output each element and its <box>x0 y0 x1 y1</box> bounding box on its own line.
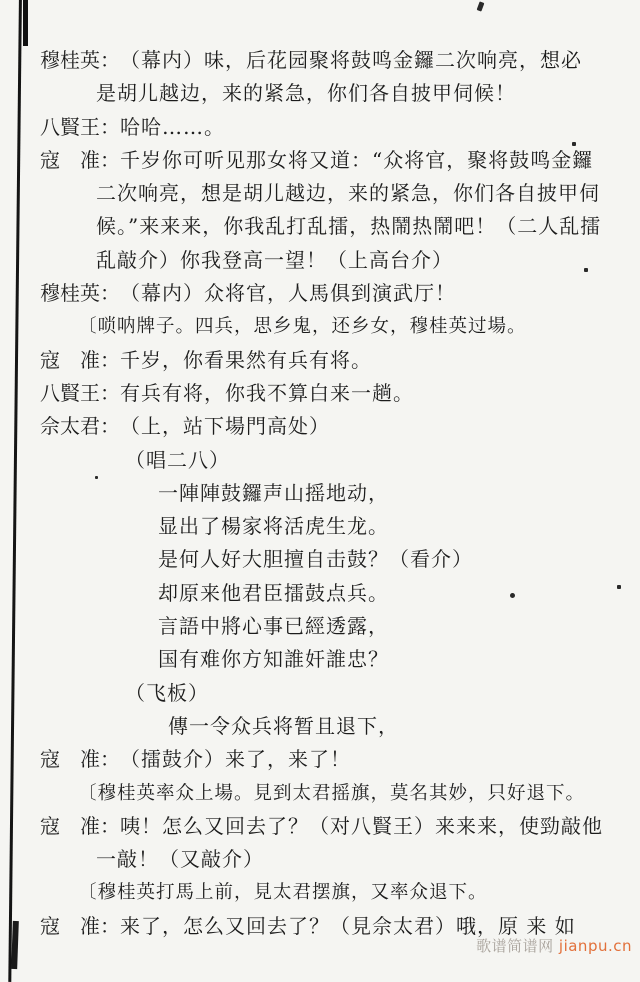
line-text: 二次响亮，想是胡儿越边，来的紧急，你们各自披甲伺 <box>96 181 600 206</box>
script-text-block <box>0 44 640 943</box>
speaker-name: 佘太君： <box>40 414 120 439</box>
line-text: 有兵有将，你我不算白来一趟。 <box>120 380 414 405</box>
left-binding-edge-top <box>23 0 28 46</box>
script-line <box>0 743 640 776</box>
speaker-name: 寇 准： <box>40 913 120 938</box>
speaker-name: 寇 准： <box>40 147 120 172</box>
line-text: （上，站下場門高处） <box>120 414 330 439</box>
script-line <box>0 210 640 243</box>
speaker-name: 八賢王： <box>40 114 120 139</box>
script-line <box>0 310 640 343</box>
line-text: 千岁，你看果然有兵有将。 <box>120 347 372 372</box>
script-line <box>0 610 640 643</box>
line-text: 乱敲介）你我登高一望！（上高台介） <box>96 247 453 272</box>
line-text: 一敲！（又敲介） <box>96 847 264 872</box>
line-text: 国有难你方知誰奸誰忠？ <box>158 647 389 672</box>
script-line <box>0 777 640 810</box>
script-line <box>0 876 640 909</box>
script-line <box>0 543 640 576</box>
line-text: 咦！怎么又回去了？（对八賢王）来来来，使勁敲他 <box>120 813 603 838</box>
script-line <box>0 410 640 443</box>
line-text: 哈哈……。 <box>120 114 225 139</box>
ink-speck <box>477 1 485 11</box>
script-line <box>0 344 640 377</box>
script-line <box>0 177 640 210</box>
script-line <box>0 510 640 543</box>
line-text: 〔穆桂英率众上場。見到太君摇旗，莫名其妙，只好退下。 <box>78 782 586 804</box>
line-text: （幕内）众将官，人馬俱到演武厅！ <box>120 281 456 306</box>
script-line <box>0 77 640 110</box>
line-text: 言語中將心事已經透露， <box>158 614 389 639</box>
speaker-name: 八賢王： <box>40 380 120 405</box>
script-line <box>0 677 640 710</box>
line-text: 候。”来来来，你我乱打乱擂，热鬧热鬧吧！（二人乱擂 <box>96 214 602 239</box>
line-text: （飞板） <box>125 680 209 705</box>
speaker-name: 穆桂英： <box>40 281 120 306</box>
script-line <box>0 111 640 144</box>
line-text: 显出了楊家将活虎生龙。 <box>158 514 389 539</box>
line-text: 来了，怎么又回去了？（見佘太君）哦，原 来 如 <box>120 913 576 938</box>
line-text: 是何人好大胆擅自击鼓？（看介） <box>158 547 473 572</box>
line-text: 〔唢呐牌子。四兵，思乡鬼，还乡女，穆桂英过場。 <box>78 316 527 338</box>
script-line <box>0 244 640 277</box>
line-text: 是胡儿越边，来的紧急，你们各自披甲伺候！ <box>96 81 516 106</box>
speaker-name: 寇 准： <box>40 813 120 838</box>
script-line <box>0 810 640 843</box>
line-text: 却原来他君臣擂鼓点兵。 <box>158 580 389 605</box>
script-line <box>0 710 640 743</box>
watermark <box>476 935 632 956</box>
script-line <box>0 44 640 77</box>
line-text: 千岁你可听见那女将又道：“众将官，聚将鼓鸣金鑼 <box>120 147 594 172</box>
line-text: （擂鼓介）来了，来了！ <box>120 747 351 772</box>
script-line <box>0 643 640 676</box>
script-line <box>0 477 640 510</box>
line-text: （幕内）味，后花园聚将鼓鸣金鑼二次响亮，想必 <box>120 48 582 72</box>
speaker-name: 寇 准： <box>40 747 120 772</box>
line-text: 〔穆桂英打馬上前，見太君摆旗，又率众退下。 <box>78 882 488 904</box>
watermark-site-name: 歌谱简谱网 <box>476 937 554 955</box>
script-line <box>0 843 640 876</box>
line-text: 傳一令众兵将暂且退下， <box>168 713 399 738</box>
watermark-site-url: jianpu.cn <box>558 937 632 955</box>
script-line <box>0 577 640 610</box>
speaker-name: 寇 准： <box>40 347 120 372</box>
script-line <box>0 377 640 410</box>
script-line <box>0 277 640 310</box>
speaker-name: 穆桂英： <box>40 48 120 72</box>
line-text: 一陣陣鼓鑼声山摇地动， <box>158 480 389 505</box>
script-line <box>0 444 640 477</box>
line-text: （唱二八） <box>125 447 230 472</box>
script-line <box>0 144 640 177</box>
